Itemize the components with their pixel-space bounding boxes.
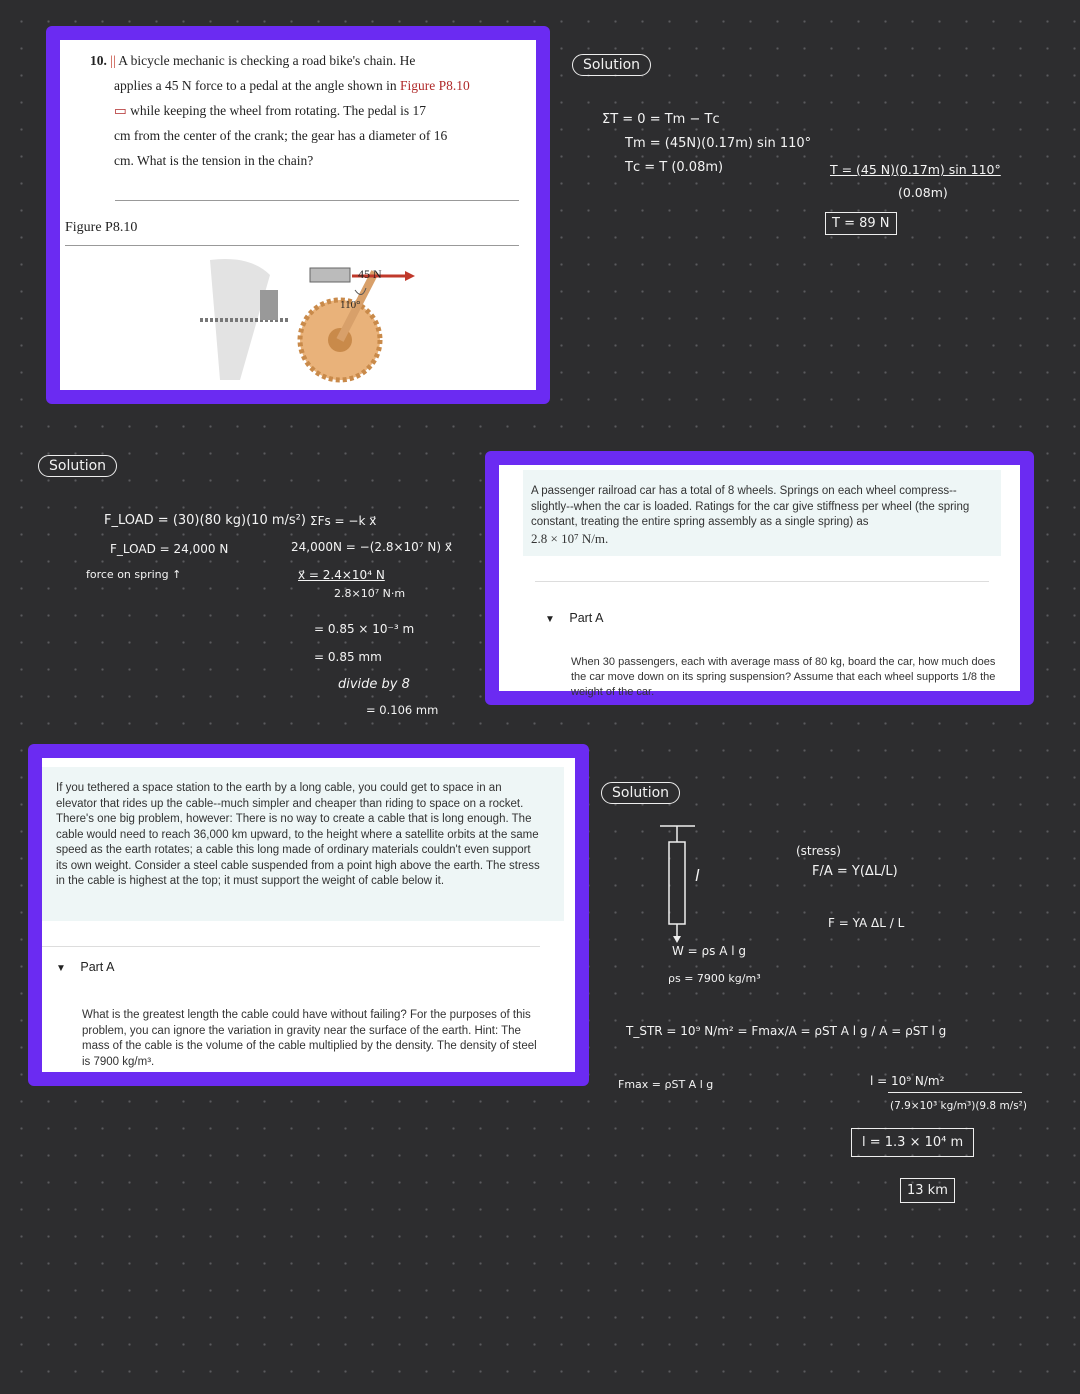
problem-line: applies a 45 N force to a pedal at the angle shown in — [114, 78, 397, 93]
solution-line: F = YA ΔL / L — [828, 916, 905, 930]
problem-intro — [523, 470, 1001, 556]
figure-label: Figure P8.10 — [65, 220, 138, 235]
solution-line: W = ρs A l g — [672, 944, 747, 958]
solution-line: divide by 8 — [338, 677, 410, 692]
solution-line: F_LOAD = 24,000 N — [110, 542, 229, 556]
problem-card-railroad — [485, 451, 1034, 705]
force-label: 45 N — [358, 267, 382, 281]
problem-line: cm. What is the tension in the chain? — [114, 153, 314, 168]
chevron-down-icon[interactable]: ▼ — [545, 614, 555, 625]
solution-line: (stress) — [796, 844, 841, 858]
chevron-down-icon[interactable]: ▼ — [56, 963, 66, 974]
solution-line: 2.8×10⁷ N·m — [334, 587, 406, 600]
problem-line: cm from the center of the crank; the gear has a diameter of 16 — [114, 128, 448, 143]
solution-line: (7.9×10³ kg/m³)(9.8 m/s²) — [890, 1100, 1027, 1112]
part-question: What is the greatest length the cable could have without failing? For the purposes of this problem, you can ignore the variation in gravity near the surface of the earth. Hint: The mass of the cable is the volume of the cable multiplied by the density. The density of steel is 7900 kg/m³. — [82, 1009, 537, 1068]
spring-constant: 2.8 × 10⁷ N/m. — [531, 530, 609, 546]
part-label: Part A — [569, 611, 604, 625]
problem-card-bicycle — [46, 26, 550, 404]
answer-box: 13 km — [900, 1178, 955, 1203]
solution-line: ΣΤ = 0 = Τm − Τc — [602, 112, 720, 127]
part-a-header[interactable] — [545, 609, 603, 627]
problem-panel — [42, 758, 575, 1072]
solution-line: Τm = (45N)(0.17m) sin 110° — [625, 136, 812, 151]
solution-line: = 0.106 mm — [366, 703, 439, 717]
problem-statement — [90, 48, 530, 173]
divider — [115, 200, 519, 201]
solution-line: Τ_STR = 10⁹ N/m² = Fmax/A = ρST A l g / A = ρST l g — [626, 1024, 947, 1038]
problem-intro: If you tethered a space station to the earth by a long cable, you could get to space in an elevator that rides up the cable--much simpler and cheaper than riding to space on a rocket. There's one big problem, however: There is no way to create a cable that is long enough. The cable would need to reach 36,000 km upward, to the height where a satellite orbits at the same speed as the earth rotates; a cable this long made of ordinary materials couldn't even support its own weight. Consider a steel cable suspended from a point high above the earth. The stress in the cable is highest at the top; it must support the weight of cable below it. — [42, 767, 564, 921]
problem-text: A passenger railroad car has a total of 8 wheels. Springs on each wheel compress--slightly--when the car is loaded. Ratings for the car give stiffness per wheel (the spring constant, treating the entire spring assembly as a single spring) as — [531, 485, 970, 528]
solution-line: x⃗ = 2.4×10⁴ N — [298, 568, 385, 582]
part-question: When 30 passengers, each with average mass of 80 kg, board the car, how much does the car move down on its spring suspension? Assume that each wheel supports 1/8 the weight of the car. — [571, 656, 996, 698]
problem-line: while keeping the wheel from rotating. The pedal is 17 — [130, 103, 427, 118]
problem-panel — [499, 465, 1020, 698]
problem-line: A bicycle mechanic is checking a road bike's chain. He — [118, 53, 416, 68]
solution-equation-numerator: T = (45 N)(0.17m) sin 110° — [830, 162, 1001, 177]
solution-line: F_LOAD = (30)(80 kg)(10 m/s²) — [104, 513, 306, 528]
fraction-bar — [888, 1092, 1022, 1093]
solution-line: force on spring ↑ — [86, 568, 182, 581]
answer-box: l = 1.3 × 10⁴ m — [851, 1128, 974, 1157]
solution-line: ρs = 7900 kg/m³ — [668, 972, 761, 985]
answer-box: T = 89 N — [825, 212, 897, 235]
part-label: Part A — [80, 960, 115, 974]
solution-label: Solution — [572, 54, 651, 76]
bicycle-crank-figure — [190, 250, 450, 390]
difficulty-marker: || — [110, 53, 116, 68]
figure-link[interactable]: Figure P8.10 — [400, 78, 470, 93]
part-a-header[interactable] — [56, 958, 114, 976]
problem-panel — [60, 40, 536, 390]
figure-link-icon[interactable]: ▭ — [114, 103, 127, 118]
solution-line: = 0.85 mm — [314, 650, 382, 664]
solution-line: l = 10⁹ N/m² — [870, 1074, 945, 1088]
divider — [65, 245, 519, 246]
problem-card-space-elevator — [28, 744, 589, 1086]
solution-equation-denominator: (0.08m) — [898, 185, 948, 200]
problem-number: 10. — [90, 53, 107, 68]
solution-label: Solution — [601, 782, 680, 804]
solution-line: Fmax = ρST A l g — [618, 1078, 714, 1091]
solution-line: = 0.85 × 10⁻³ m — [314, 622, 415, 636]
solution-line: F/A = Y(ΔL/L) — [812, 864, 898, 879]
solution-line: ΣFs = −k x⃗ — [310, 514, 377, 528]
angle-label: 110° — [340, 299, 361, 311]
divider — [42, 946, 540, 947]
solution-line: 24,000N = −(2.8×10⁷ N) x⃗ — [291, 540, 452, 554]
divider — [535, 581, 989, 582]
solution-label: Solution — [38, 455, 117, 477]
solution-line: Τc = T (0.08m) — [625, 160, 724, 175]
length-label: l — [695, 866, 700, 885]
